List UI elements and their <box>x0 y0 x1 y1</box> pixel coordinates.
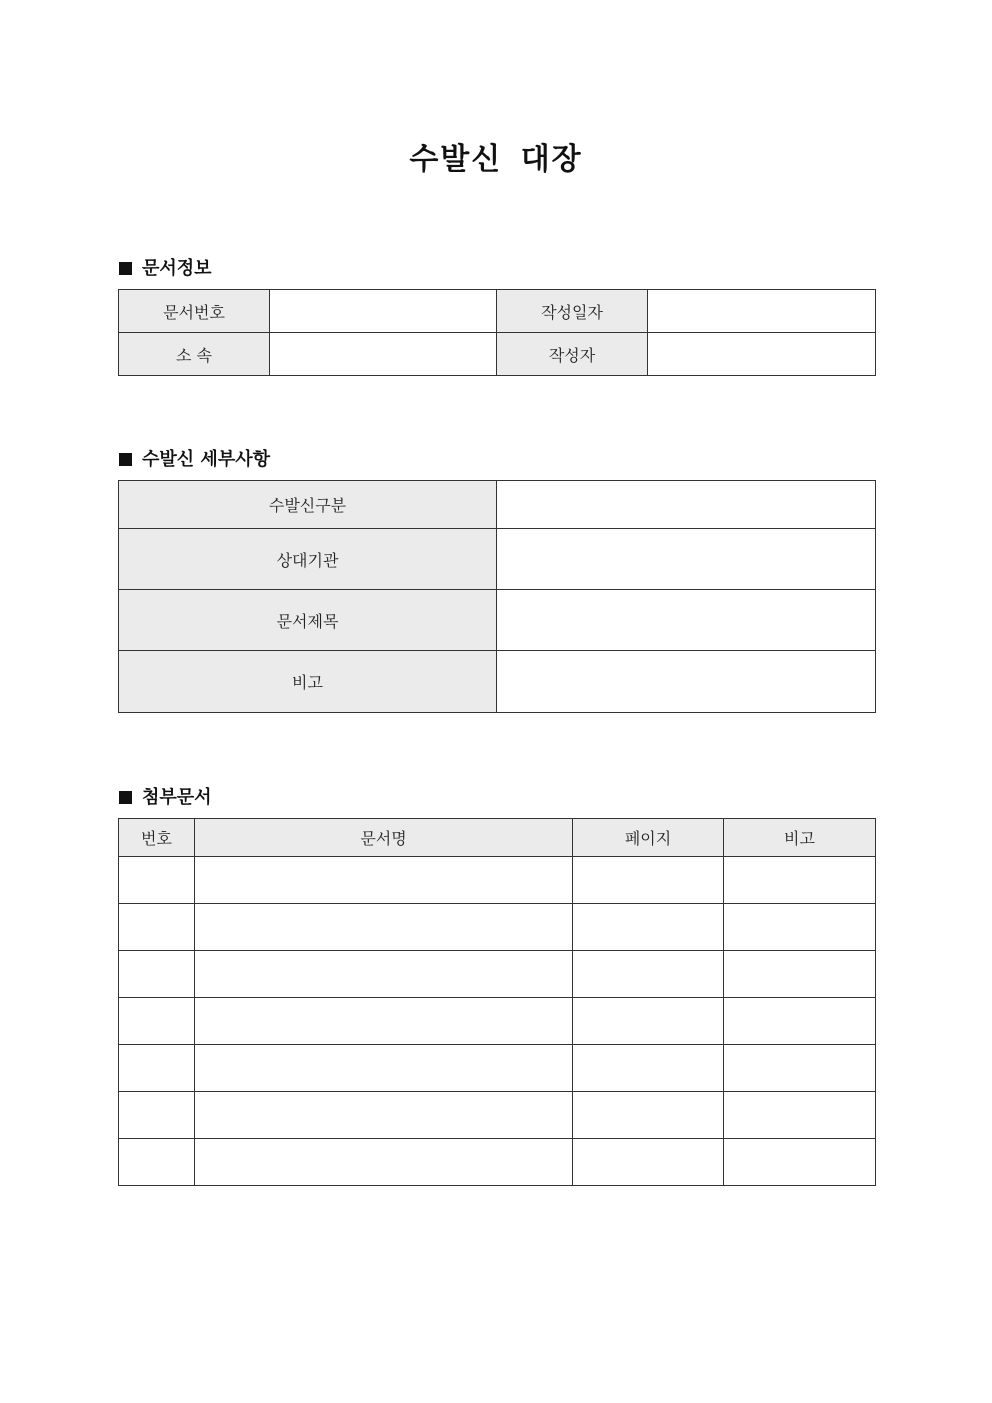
cell-remarks[interactable] <box>724 904 876 951</box>
doc-title-field[interactable] <box>497 590 876 651</box>
cell-pages[interactable] <box>573 1045 724 1092</box>
details-table <box>118 480 876 713</box>
remarks-label: 비고 <box>119 651 497 713</box>
cell-doc-name[interactable] <box>195 857 573 904</box>
cell-pages[interactable] <box>573 857 724 904</box>
cell-pages[interactable] <box>573 998 724 1045</box>
cell-pages[interactable] <box>573 904 724 951</box>
table-row <box>119 904 876 951</box>
table-row <box>119 1139 876 1186</box>
section-heading-doc-info <box>119 254 212 280</box>
cell-doc-name[interactable] <box>195 1045 573 1092</box>
column-header-number: 번호 <box>119 819 195 857</box>
cell-doc-name[interactable] <box>195 1139 573 1186</box>
cell-doc-name[interactable] <box>195 904 573 951</box>
date-label: 작성일자 <box>497 290 648 333</box>
doc-number-field[interactable] <box>270 290 497 333</box>
counterpart-label: 상대기관 <box>119 529 497 590</box>
author-label: 작성자 <box>497 333 648 376</box>
table-row <box>119 1092 876 1139</box>
cell-remarks[interactable] <box>724 857 876 904</box>
cell-number[interactable] <box>119 1139 195 1186</box>
cell-doc-name[interactable] <box>195 951 573 998</box>
dept-label: 소 속 <box>119 333 270 376</box>
type-field[interactable] <box>497 481 876 529</box>
cell-pages[interactable] <box>573 951 724 998</box>
cell-doc-name[interactable] <box>195 998 573 1045</box>
column-header-pages: 페이지 <box>573 819 724 857</box>
section-heading-label: 수발신 세부사항 <box>142 449 270 470</box>
dept-field[interactable] <box>270 333 497 376</box>
cell-remarks[interactable] <box>724 1092 876 1139</box>
page-title: 수발신 대장 <box>409 142 583 177</box>
table-row <box>119 1045 876 1092</box>
date-field[interactable] <box>648 290 876 333</box>
section-heading-details <box>119 445 270 471</box>
counterpart-field[interactable] <box>497 529 876 590</box>
cell-remarks[interactable] <box>724 1045 876 1092</box>
remarks-field[interactable] <box>497 651 876 713</box>
author-field[interactable] <box>648 333 876 376</box>
section-heading-label: 첨부문서 <box>142 787 212 808</box>
column-header-remarks: 비고 <box>724 819 876 857</box>
doc-number-label: 문서번호 <box>119 290 270 333</box>
cell-number[interactable] <box>119 1045 195 1092</box>
cell-number[interactable] <box>119 998 195 1045</box>
doc-info-table <box>118 289 876 376</box>
table-row <box>119 998 876 1045</box>
table-row <box>119 951 876 998</box>
square-bullet-icon <box>119 453 132 466</box>
cell-remarks[interactable] <box>724 998 876 1045</box>
section-heading-label: 문서정보 <box>142 258 212 279</box>
square-bullet-icon <box>119 791 132 804</box>
type-label: 수발신구분 <box>119 481 497 529</box>
cell-number[interactable] <box>119 904 195 951</box>
column-header-doc-name: 문서명 <box>195 819 573 857</box>
square-bullet-icon <box>119 262 132 275</box>
cell-pages[interactable] <box>573 1139 724 1186</box>
cell-remarks[interactable] <box>724 1139 876 1186</box>
cell-number[interactable] <box>119 1092 195 1139</box>
cell-doc-name[interactable] <box>195 1092 573 1139</box>
cell-pages[interactable] <box>573 1092 724 1139</box>
cell-number[interactable] <box>119 857 195 904</box>
attachments-table <box>118 818 876 1186</box>
table-row <box>119 857 876 904</box>
doc-title-label: 문서제목 <box>119 590 497 651</box>
cell-remarks[interactable] <box>724 951 876 998</box>
cell-number[interactable] <box>119 951 195 998</box>
section-heading-attachments <box>119 783 212 809</box>
